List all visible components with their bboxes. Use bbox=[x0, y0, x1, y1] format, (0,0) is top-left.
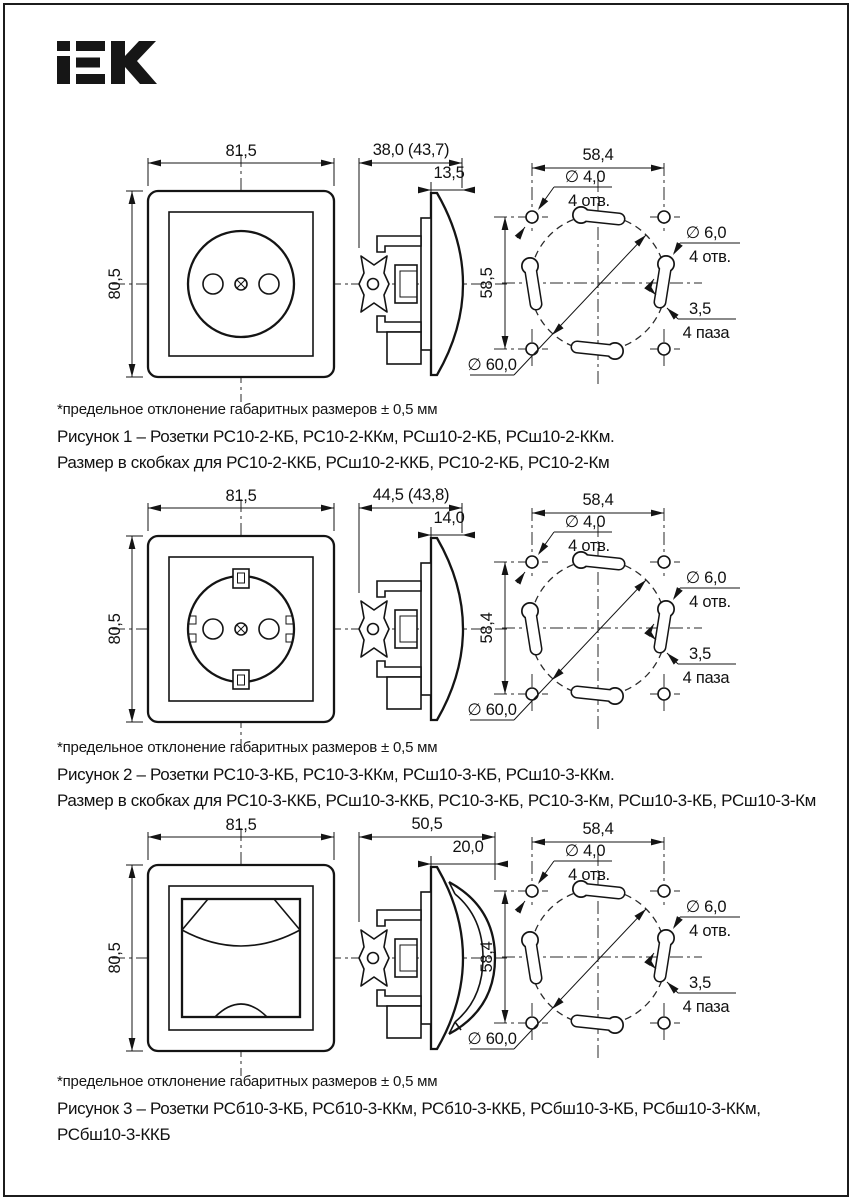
label-key-count: 4 отв. bbox=[689, 593, 731, 611]
dim-depth-cover: 20,0 bbox=[452, 838, 484, 856]
dim-holes-h: 58,4 bbox=[582, 820, 614, 838]
tolerance-note: *предельное отклонение габаритных размеров ± 0,5 мм bbox=[57, 401, 438, 418]
label-groove: 3,5 bbox=[688, 974, 712, 992]
iek-logo bbox=[57, 40, 157, 93]
dim-front-height: 80,5 bbox=[106, 613, 124, 645]
label-hole-dia: ∅ 4,0 bbox=[564, 842, 606, 860]
label-key-dia: ∅ 6,0 bbox=[685, 898, 727, 916]
figure1-caption bbox=[57, 424, 836, 476]
label-groove-count: 4 паза bbox=[682, 669, 730, 687]
socket-face-cover bbox=[182, 899, 300, 1017]
dim-front-height: 80,5 bbox=[106, 942, 124, 974]
figure2-caption bbox=[57, 762, 836, 814]
figure1-caption-line2: Размер в скобках для РС10-2-ККБ, РСш10-2-ККБ, РС10-2-КБ, РС10-2-Км bbox=[57, 453, 610, 472]
dim-holes-v: 58,5 bbox=[478, 267, 496, 299]
label-key-dia: ∅ 6,0 bbox=[685, 224, 727, 242]
figure3-caption-line1: Рисунок 3 – Розетки РСб10-3-КБ, РСб10-3-ККм, РСб10-3-ККБ, РСбш10-3-КБ, РСбш10-3-ККм, bbox=[57, 1099, 761, 1118]
dim-holes-h: 58,4 bbox=[582, 491, 614, 509]
figure2-caption-line2: Размер в скобках для РС10-3-ККБ, РСш10-3-ККБ, РС10-3-КБ, РС10-3-Км, РСш10-3-КБ, РСш10-3-Км bbox=[57, 791, 817, 810]
figure1-drawing bbox=[40, 138, 820, 406]
label-hole-dia: ∅ 4,0 bbox=[564, 513, 606, 531]
dim-front-width: 81,5 bbox=[225, 142, 257, 160]
dim-holes-v: 58,4 bbox=[478, 941, 496, 973]
label-groove-count: 4 паза bbox=[682, 324, 730, 342]
label-groove-count: 4 паза bbox=[682, 998, 730, 1016]
label-box-dia: ∅ 60,0 bbox=[467, 1030, 517, 1048]
figure2-caption-line1: Рисунок 2 – Розетки РС10-3-КБ, РС10-3-ККм, РСш10-3-КБ, РСш10-3-ККм. bbox=[57, 765, 615, 784]
dim-front-height: 80,5 bbox=[106, 268, 124, 300]
label-key-count: 4 отв. bbox=[689, 248, 731, 266]
label-box-dia: ∅ 60,0 bbox=[467, 701, 517, 719]
figure1-caption-line1: Рисунок 1 – Розетки РС10-2-КБ, РС10-2-ККм, РСш10-2-КБ, РСш10-2-ККм. bbox=[57, 427, 615, 446]
label-key-dia: ∅ 6,0 bbox=[685, 569, 727, 587]
dim-holes-v: 58,4 bbox=[478, 612, 496, 644]
label-hole-count: 4 отв. bbox=[568, 866, 610, 884]
iek-logo-glyphs bbox=[57, 40, 157, 88]
label-hole-count: 4 отв. bbox=[568, 537, 610, 555]
dim-depth-total: 38,0 (43,7) bbox=[372, 141, 450, 159]
dim-front-width: 81,5 bbox=[225, 816, 257, 834]
label-groove: 3,5 bbox=[688, 645, 712, 663]
figure3-drawing bbox=[40, 812, 820, 1080]
tolerance-note: *предельное отклонение габаритных размеров ± 0,5 мм bbox=[57, 1073, 438, 1090]
dim-depth-total: 44,5 (43,8) bbox=[372, 486, 450, 504]
label-groove: 3,5 bbox=[688, 300, 712, 318]
label-box-dia: ∅ 60,0 bbox=[467, 356, 517, 374]
dim-depth-cover: 14,0 bbox=[433, 509, 465, 527]
figure2-drawing bbox=[40, 483, 820, 751]
label-hole-dia: ∅ 4,0 bbox=[564, 168, 606, 186]
figure3-caption-line2: РСбш10-3-ККБ bbox=[57, 1125, 171, 1144]
dim-depth-total: 50,5 bbox=[411, 815, 443, 833]
dim-front-width: 81,5 bbox=[225, 487, 257, 505]
dim-holes-h: 58,4 bbox=[582, 146, 614, 164]
dim-depth-cover: 13,5 bbox=[433, 164, 465, 182]
label-key-count: 4 отв. bbox=[689, 922, 731, 940]
label-hole-count: 4 отв. bbox=[568, 192, 610, 210]
figure3-caption bbox=[57, 1096, 836, 1148]
tolerance-note: *предельное отклонение габаритных размеров ± 0,5 мм bbox=[57, 739, 438, 756]
socket-face bbox=[188, 231, 294, 337]
